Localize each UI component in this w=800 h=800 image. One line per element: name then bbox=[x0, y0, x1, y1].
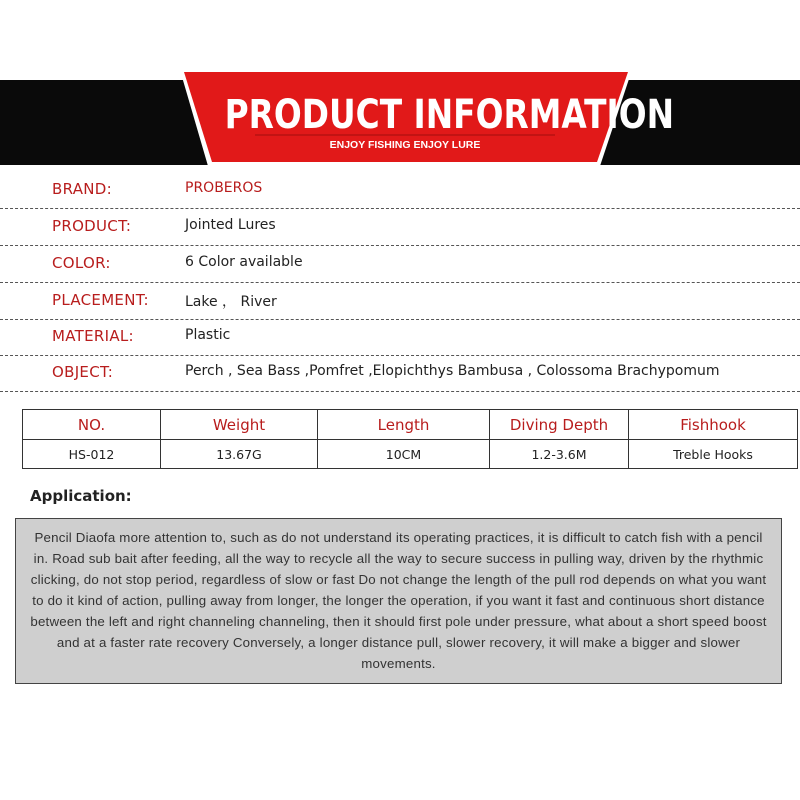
parameter-table bbox=[22, 409, 798, 469]
table-header-row bbox=[23, 410, 798, 440]
spec-value: Perch , Sea Bass ,Pomfret ,Elopichthys Bambusa , Colossoma Brachypomum bbox=[185, 363, 720, 379]
spec-value: PROBEROS bbox=[185, 180, 263, 196]
value-diving-depth: 1.2-3.6M bbox=[490, 440, 629, 469]
value-no: HS-012 bbox=[23, 440, 161, 469]
header-no: NO. bbox=[23, 410, 161, 440]
header-diving-depth: Diving Depth bbox=[490, 410, 629, 440]
spec-row-product bbox=[0, 208, 800, 246]
spec-label: BRAND: bbox=[52, 180, 112, 198]
spec-label: COLOR: bbox=[52, 254, 111, 272]
value-fishhook: Treble Hooks bbox=[629, 440, 798, 469]
header-weight: Weight bbox=[161, 410, 318, 440]
spec-row-object bbox=[0, 354, 800, 392]
spec-row-placement bbox=[0, 282, 800, 320]
spec-value: 6 Color available bbox=[185, 254, 303, 270]
value-length: 10CM bbox=[318, 440, 490, 469]
table-row bbox=[23, 440, 798, 469]
spec-label: MATERIAL: bbox=[52, 327, 134, 345]
spec-label: PRODUCT: bbox=[52, 217, 132, 235]
header-length: Length bbox=[318, 410, 490, 440]
spec-value: Jointed Lures bbox=[185, 217, 276, 233]
spec-label: PLACEMENT: bbox=[52, 291, 149, 309]
spec-row-color bbox=[0, 245, 800, 283]
page-subtitle: ENJOY FISHING ENJOY LURE bbox=[329, 139, 481, 151]
spec-value: Plastic bbox=[185, 327, 231, 343]
spec-value: Lake ， River bbox=[185, 294, 277, 310]
application-title: Application: bbox=[30, 487, 132, 505]
application-text: Pencil Diaofa more attention to, such as do not understand its operating practices, it is difficult to catch fish with a pencil in. Road sub bait after feeding, all the way to recycle all the way to secure success in pulling way, driven by the rhythmic clicking, do not stop period, regardless of slow or fast Do not change the length of the pull rod depends on what you want to do it kind of action, pulling away from longer, the longer the operation, if you want it fast and continuous short distance between the left and right channeling channeling, then it should first pole under pressure, what about a short speed boost and at a faster rate recovery Conversely, a longer distance pull, slower recovery, it will make a bigger and slower movements. bbox=[30, 530, 767, 671]
value-weight: 13.67G bbox=[161, 440, 318, 469]
page-title: PRODUCT INFORMATION bbox=[224, 92, 675, 138]
spec-row-material bbox=[0, 318, 800, 356]
application-box bbox=[15, 518, 782, 684]
spec-row-brand bbox=[0, 171, 800, 209]
spec-label: OBJECT: bbox=[52, 363, 114, 381]
header-fishhook: Fishhook bbox=[629, 410, 798, 440]
